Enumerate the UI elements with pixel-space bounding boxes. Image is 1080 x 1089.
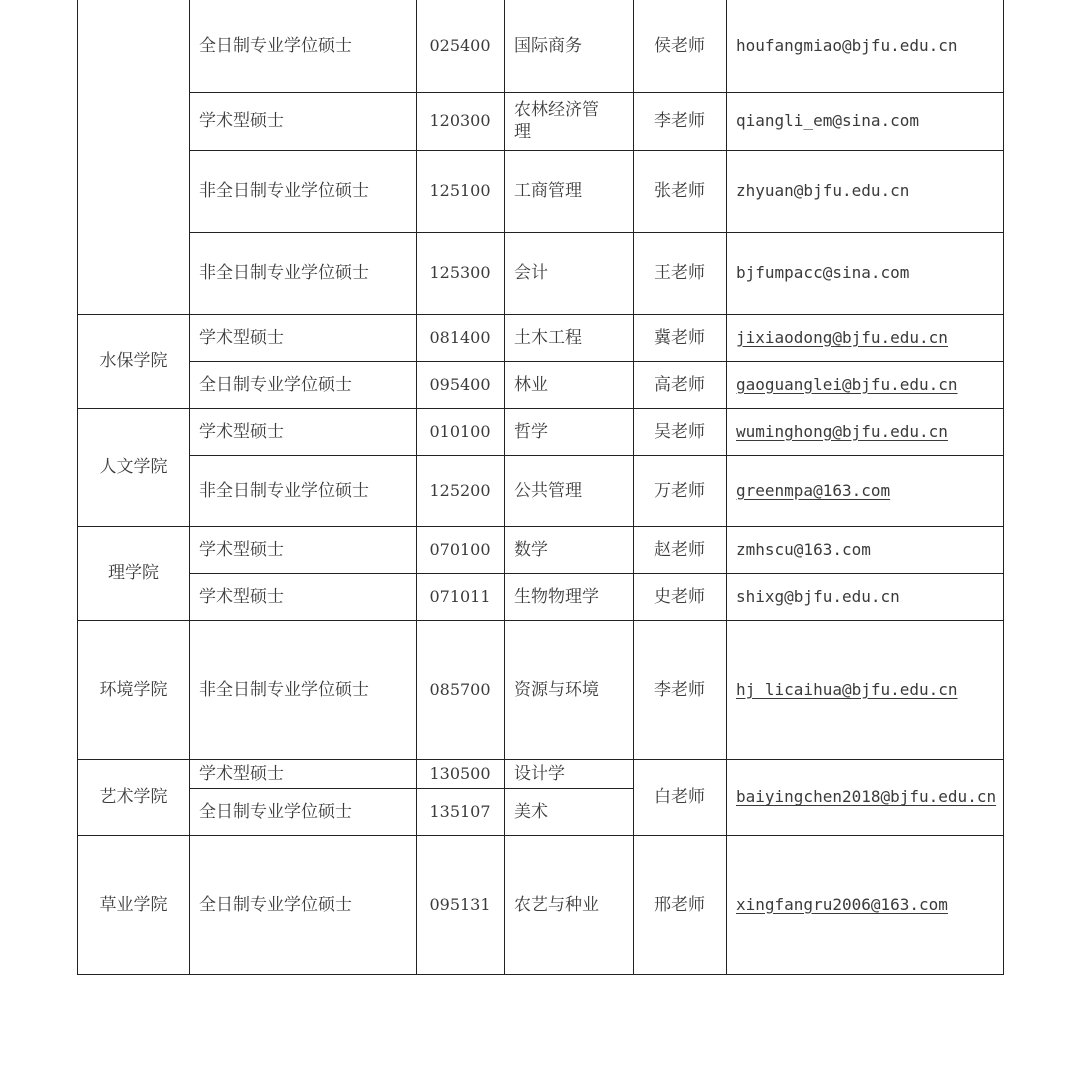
degree-type: 非全日制专业学位硕士 <box>199 263 369 283</box>
email-text: zhyuan@bjfu.edu.cn <box>736 181 910 200</box>
email-cell <box>726 835 1004 975</box>
college-name: 理学院 <box>108 563 159 583</box>
degree-type-cell <box>189 526 417 574</box>
email-cell <box>726 314 1004 362</box>
major-name: 林业 <box>514 374 548 395</box>
teacher-cell <box>633 408 727 456</box>
major-code-cell <box>416 526 505 574</box>
teacher-cell <box>633 835 727 975</box>
degree-type: 学术型硕士 <box>199 421 284 442</box>
college-cell <box>77 759 190 836</box>
teacher-cell <box>633 361 727 409</box>
major-code: 125300 <box>429 263 491 282</box>
major-name-cell <box>504 150 634 233</box>
major-name-cell <box>504 232 634 315</box>
teacher-cell <box>633 92 727 151</box>
college-name: 人文学院 <box>99 457 168 477</box>
college-name: 水保学院 <box>99 351 168 371</box>
degree-type: 学术型硕士 <box>199 763 284 784</box>
teacher-name: 万老师 <box>654 480 705 501</box>
major-code-cell <box>416 232 505 315</box>
teacher-name: 吴老师 <box>654 421 705 442</box>
email-cell <box>726 92 1004 151</box>
college-name: 草业学院 <box>99 894 168 915</box>
major-code: 010100 <box>429 421 491 441</box>
degree-type: 学术型硕士 <box>199 111 284 131</box>
major-name-cell <box>504 455 634 527</box>
major-code: 071011 <box>429 586 491 606</box>
teacher-name: 史老师 <box>654 586 705 607</box>
degree-type: 全日制专业学位硕士 <box>199 35 352 56</box>
degree-type: 非全日制专业学位硕士 <box>199 181 369 201</box>
major-name-cell <box>504 788 634 836</box>
teacher-cell <box>633 150 727 233</box>
college-name: 艺术学院 <box>99 787 168 807</box>
teacher-cell <box>633 0 727 93</box>
degree-type: 非全日制专业学位硕士 <box>199 480 369 501</box>
email-cell <box>726 455 1004 527</box>
degree-type-cell <box>189 455 417 527</box>
major-code-cell <box>416 759 505 789</box>
major-code: 095131 <box>429 894 491 914</box>
email-text: zmhscu@163.com <box>736 539 871 559</box>
degree-type: 全日制专业学位硕士 <box>199 374 352 395</box>
email-link[interactable]: xingfangru2006@163.com <box>736 894 948 914</box>
email-link[interactable]: jixiaodong@bjfu.edu.cn <box>736 327 948 347</box>
major-code-cell <box>416 361 505 409</box>
teacher-name: 白老师 <box>654 787 705 807</box>
degree-type-cell <box>189 92 417 151</box>
major-name-cell <box>504 408 634 456</box>
email-cell <box>726 620 1004 760</box>
major-code: 095400 <box>429 374 491 394</box>
email-cell <box>726 0 1004 93</box>
college-cell <box>77 408 190 527</box>
degree-type: 非全日制专业学位硕士 <box>199 679 369 700</box>
major-code-cell <box>416 150 505 233</box>
degree-type-cell <box>189 788 417 836</box>
teacher-cell <box>633 620 727 760</box>
teacher-name: 冀老师 <box>654 327 705 348</box>
major-code: 070100 <box>429 539 491 559</box>
major-name-cell <box>504 0 634 93</box>
major-name: 生物物理学 <box>514 586 599 607</box>
degree-type: 全日制专业学位硕士 <box>199 801 352 822</box>
degree-type: 学术型硕士 <box>199 327 284 348</box>
college-cell <box>77 620 190 760</box>
teacher-name: 邢老师 <box>654 894 705 915</box>
degree-type-cell <box>189 150 417 233</box>
major-code: 125100 <box>429 181 491 200</box>
email-cell <box>726 232 1004 315</box>
teacher-name: 侯老师 <box>654 35 705 56</box>
major-code-cell <box>416 92 505 151</box>
major-name-cell <box>504 361 634 409</box>
major-code: 130500 <box>429 763 491 783</box>
degree-type: 全日制专业学位硕士 <box>199 894 352 915</box>
degree-type-cell <box>189 408 417 456</box>
major-code-cell <box>416 573 505 621</box>
major-name: 美术 <box>514 801 548 822</box>
teacher-name: 赵老师 <box>654 539 705 560</box>
degree-type-cell <box>189 0 417 93</box>
email-text: shixg@bjfu.edu.cn <box>736 586 900 606</box>
major-name: 农林经济管理 <box>514 100 599 142</box>
major-code: 081400 <box>429 327 491 347</box>
major-code: 085700 <box>429 679 491 699</box>
major-name-cell <box>504 620 634 760</box>
teacher-cell <box>633 314 727 362</box>
degree-type-cell <box>189 361 417 409</box>
major-name: 设计学 <box>514 763 565 784</box>
major-name-cell <box>504 314 634 362</box>
major-name: 资源与环境 <box>514 679 599 700</box>
email-link[interactable]: gaoguanglei@bjfu.edu.cn <box>736 374 958 394</box>
email-link[interactable]: greenmpa@163.com <box>736 480 891 500</box>
major-name-cell <box>504 92 634 151</box>
major-name: 土木工程 <box>514 327 582 348</box>
major-name: 公共管理 <box>514 480 582 501</box>
college-cell-continued <box>77 0 190 315</box>
major-code: 120300 <box>429 111 491 130</box>
teacher-cell <box>633 455 727 527</box>
teacher-name: 高老师 <box>654 374 705 395</box>
degree-type: 学术型硕士 <box>199 539 284 560</box>
teacher-name: 张老师 <box>654 181 705 201</box>
teacher-name: 王老师 <box>654 263 705 283</box>
email-cell <box>726 526 1004 574</box>
email-link[interactable]: baiyingchen2018@bjfu.edu.cn <box>736 787 997 806</box>
major-name-cell <box>504 573 634 621</box>
email-text: houfangmiao@bjfu.edu.cn <box>736 35 958 55</box>
college-name: 环境学院 <box>99 679 168 700</box>
email-cell <box>726 408 1004 456</box>
email-link[interactable]: hj_licaihua@bjfu.edu.cn <box>736 679 958 699</box>
degree-type-cell <box>189 759 417 789</box>
major-code-cell <box>416 620 505 760</box>
major-code-cell <box>416 455 505 527</box>
teacher-cell <box>633 526 727 574</box>
major-name: 数学 <box>514 539 548 560</box>
degree-type-cell <box>189 620 417 760</box>
teacher-cell <box>633 759 727 836</box>
college-cell <box>77 314 190 409</box>
email-text: bjfumpacc@sina.com <box>736 263 910 282</box>
major-code-cell <box>416 0 505 93</box>
teacher-name: 李老师 <box>654 679 705 700</box>
major-code: 125200 <box>429 480 491 500</box>
email-link[interactable]: wuminghong@bjfu.edu.cn <box>736 421 948 441</box>
major-name: 农艺与种业 <box>514 894 599 915</box>
college-cell <box>77 835 190 975</box>
teacher-cell <box>633 573 727 621</box>
major-code-cell <box>416 835 505 975</box>
email-text: qiangli_em@sina.com <box>736 111 920 130</box>
teacher-name: 李老师 <box>654 111 705 131</box>
major-name-cell <box>504 759 634 789</box>
email-cell <box>726 150 1004 233</box>
teacher-cell <box>633 232 727 315</box>
degree-type-cell <box>189 835 417 975</box>
degree-type-cell <box>189 232 417 315</box>
major-code: 135107 <box>429 801 491 821</box>
major-name-cell <box>504 526 634 574</box>
degree-type-cell <box>189 314 417 362</box>
degree-type: 学术型硕士 <box>199 586 284 607</box>
major-name: 会计 <box>514 263 548 283</box>
email-cell <box>726 573 1004 621</box>
major-code-cell <box>416 314 505 362</box>
email-cell <box>726 759 1004 836</box>
major-code: 025400 <box>429 35 491 55</box>
degree-type-cell <box>189 573 417 621</box>
major-code-cell <box>416 408 505 456</box>
college-cell <box>77 526 190 621</box>
major-code-cell <box>416 788 505 836</box>
major-name-cell <box>504 835 634 975</box>
major-name: 国际商务 <box>514 35 582 56</box>
email-cell <box>726 361 1004 409</box>
major-name: 工商管理 <box>514 181 582 201</box>
major-name: 哲学 <box>514 421 548 442</box>
